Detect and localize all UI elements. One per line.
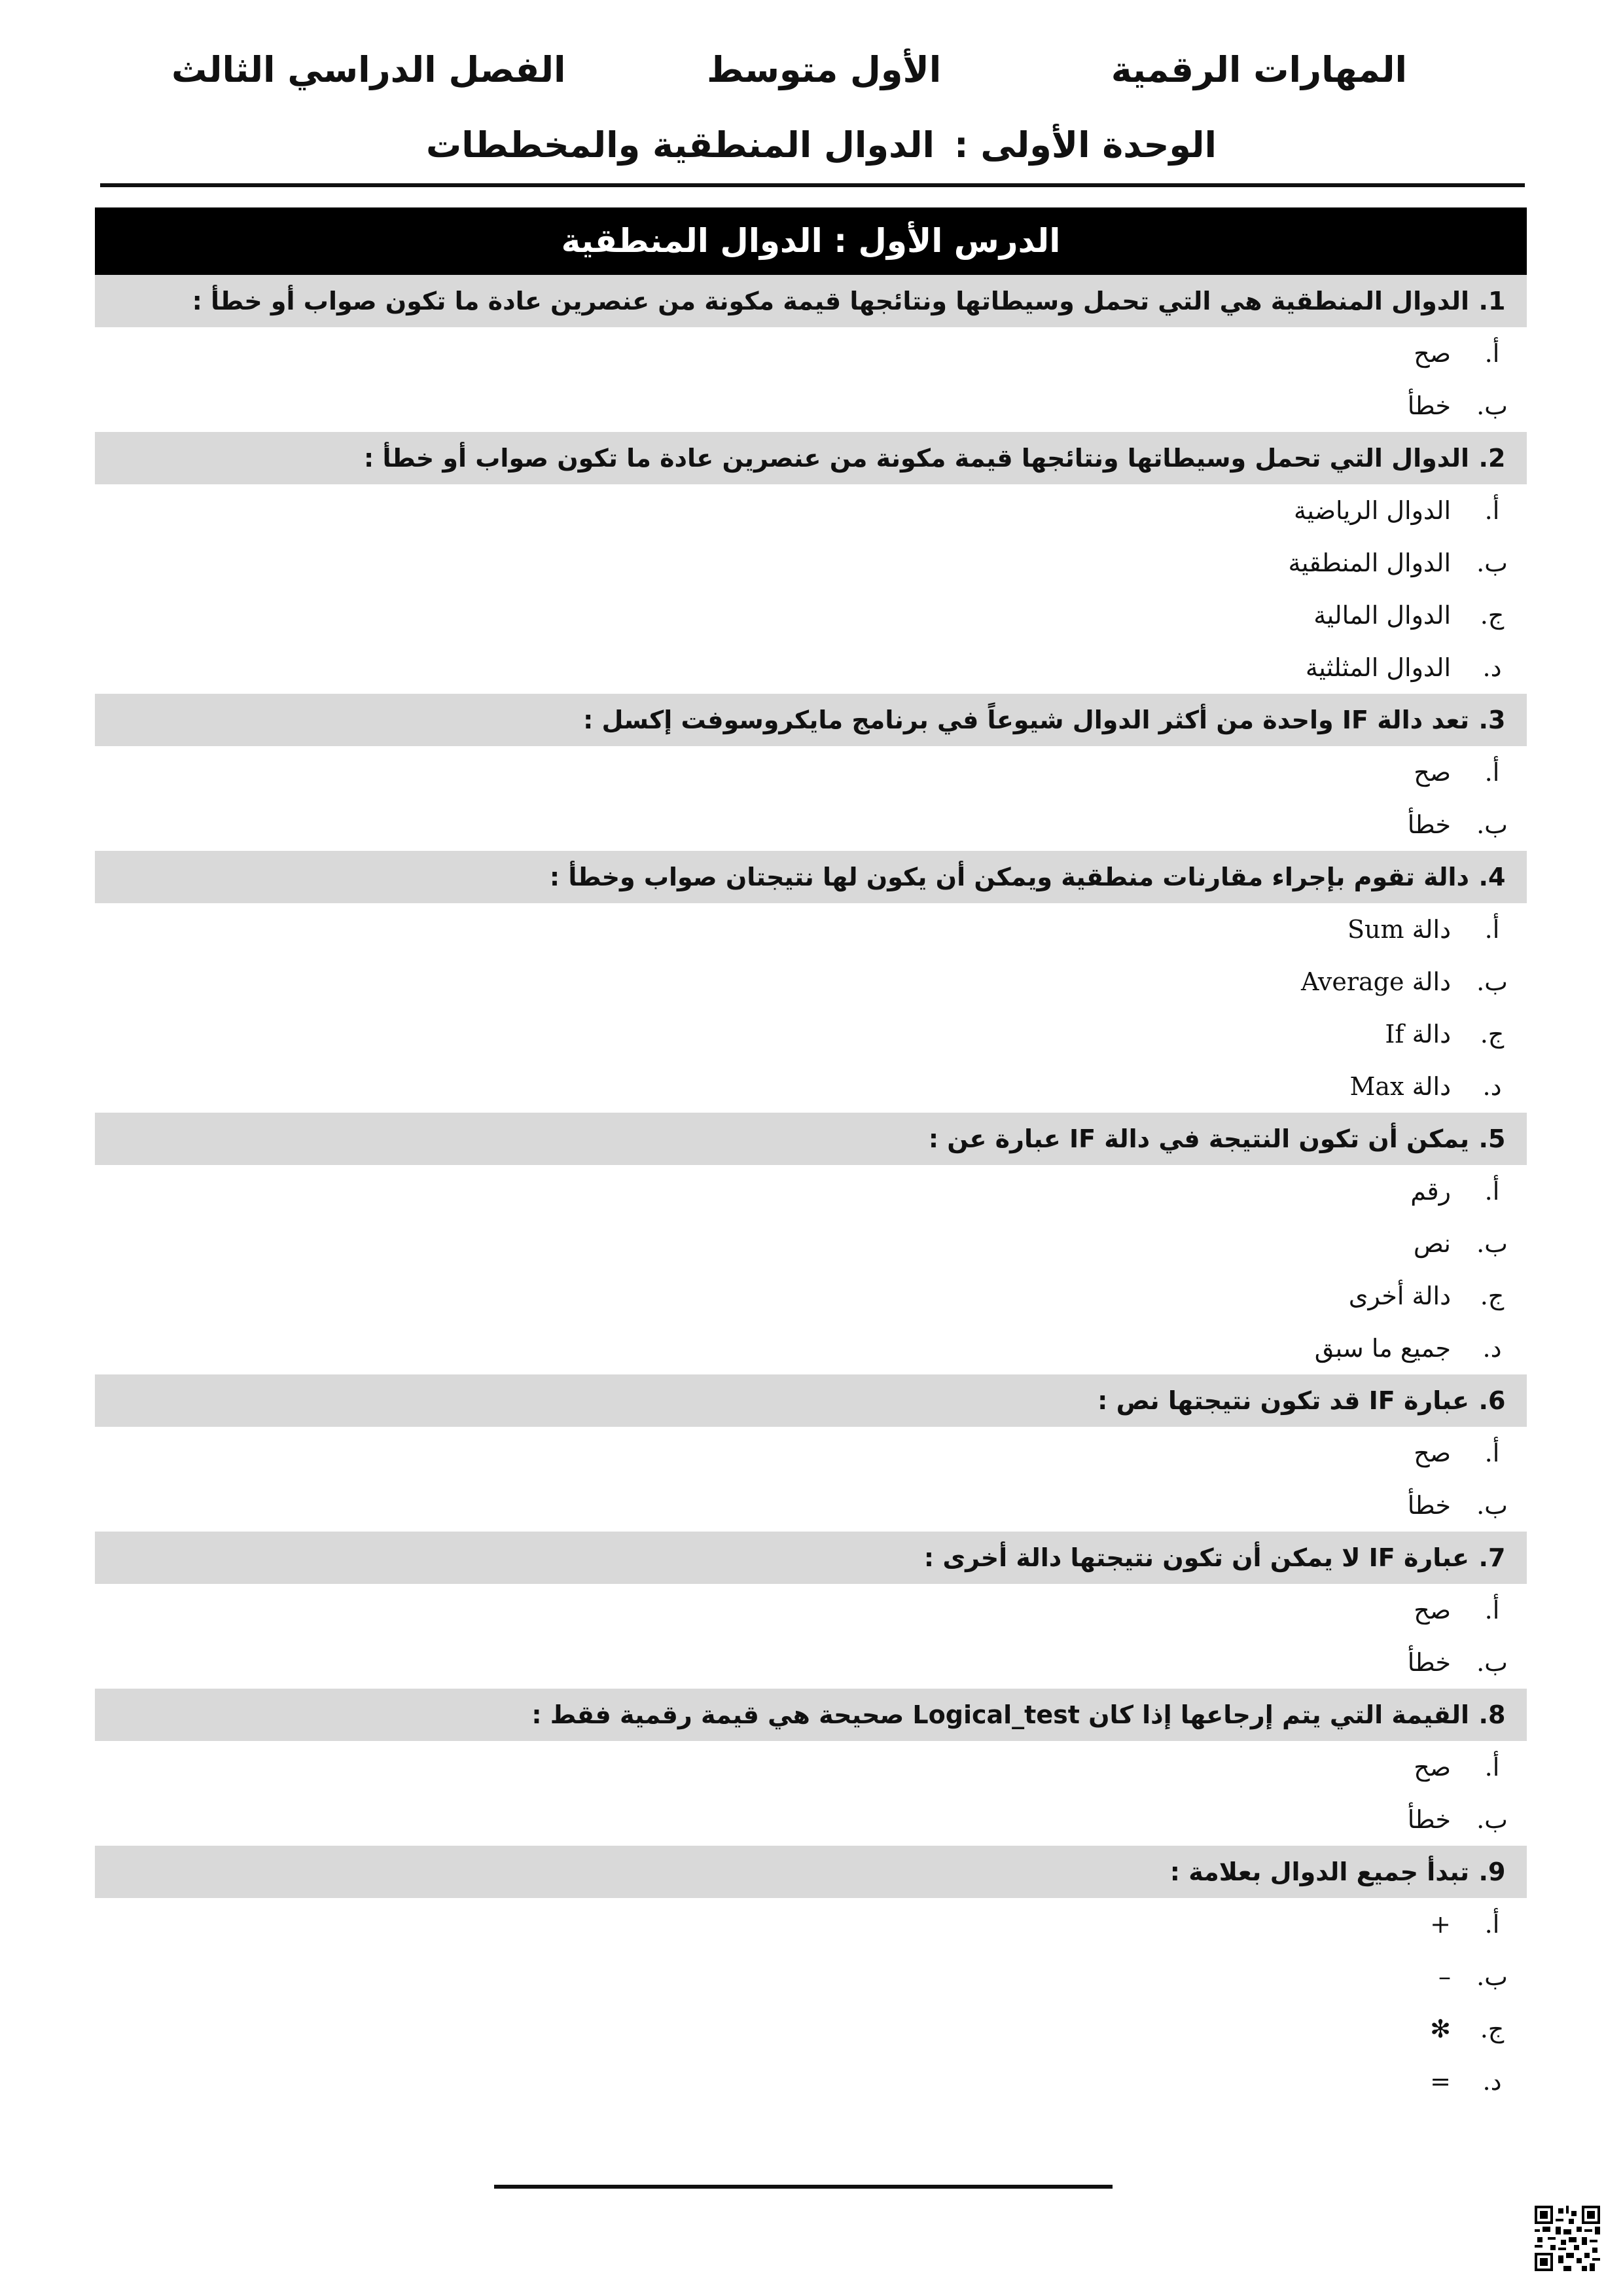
option-letter: ب. bbox=[1476, 1229, 1508, 1258]
option-b[interactable] bbox=[95, 537, 1527, 589]
question-number: 7. bbox=[1478, 1543, 1506, 1572]
header-divider bbox=[100, 183, 1525, 187]
option-a[interactable] bbox=[95, 746, 1527, 798]
option-b[interactable] bbox=[95, 380, 1527, 432]
question-number: 9. bbox=[1478, 1857, 1506, 1886]
option-letter: أ. bbox=[1484, 915, 1500, 944]
footer-divider bbox=[494, 2185, 1113, 2189]
option-b[interactable] bbox=[95, 1793, 1527, 1846]
option-c[interactable] bbox=[95, 2003, 1527, 2055]
question-number: 8. bbox=[1478, 1700, 1506, 1729]
option-letter: أ. bbox=[1484, 1596, 1500, 1624]
option-letter: أ. bbox=[1484, 496, 1500, 525]
option-text: الدوال المثلثية bbox=[1305, 653, 1451, 682]
question-text: دالة تقوم بإجراء مقارنات منطقية ويمكن أن يكون لها نتيجتان صواب وخطأ : bbox=[549, 863, 1469, 891]
option-text: الدوال المنطقية bbox=[1288, 548, 1451, 577]
option-text: خطأ bbox=[1407, 1805, 1451, 1834]
options-list bbox=[95, 903, 1527, 1113]
question-header bbox=[95, 1846, 1527, 1898]
option-letter: ب. bbox=[1476, 1962, 1508, 1991]
option-text: + bbox=[1430, 1910, 1451, 1939]
unit-title bbox=[0, 113, 1623, 178]
question-number: 5. bbox=[1478, 1124, 1506, 1153]
option-a[interactable] bbox=[95, 903, 1527, 956]
option-b[interactable] bbox=[95, 1636, 1527, 1689]
option-letter: أ. bbox=[1484, 1439, 1500, 1467]
option-b[interactable] bbox=[95, 956, 1527, 1008]
options-list bbox=[95, 327, 1527, 432]
option-text: = bbox=[1430, 2067, 1451, 2096]
option-a[interactable] bbox=[95, 484, 1527, 537]
option-text: صح bbox=[1414, 758, 1451, 787]
qr-code-icon bbox=[1535, 2206, 1600, 2271]
question-header bbox=[95, 1532, 1527, 1584]
question-text: عبارة IF لا يمكن أن تكون نتيجتها دالة أخرى : bbox=[923, 1543, 1469, 1572]
option-a[interactable] bbox=[95, 1741, 1527, 1793]
question-header bbox=[95, 432, 1527, 484]
option-a[interactable] bbox=[95, 1584, 1527, 1636]
option-c[interactable] bbox=[95, 589, 1527, 641]
option-a[interactable] bbox=[95, 1165, 1527, 1217]
option-letter: ب. bbox=[1476, 391, 1508, 420]
option-text: الدوال المالية bbox=[1313, 601, 1451, 630]
option-text: دالة Average bbox=[1300, 967, 1451, 996]
option-text: رقم bbox=[1410, 1177, 1451, 1206]
options-list bbox=[95, 746, 1527, 851]
option-letter: ج. bbox=[1480, 1020, 1505, 1049]
question-1 bbox=[95, 275, 1527, 432]
question-text: يمكن أن تكون النتيجة في دالة IF عبارة عن : bbox=[928, 1124, 1469, 1153]
options-list bbox=[95, 484, 1527, 694]
question-text: الدوال المنطقية هي التي تحمل وسيطاتها ونتائجها قيمة مكونة من عنصرين عادة ما تكون صواب أو خطأ : bbox=[192, 287, 1469, 315]
option-text: خطأ bbox=[1407, 810, 1451, 839]
option-b[interactable] bbox=[95, 1217, 1527, 1270]
option-letter: د. bbox=[1482, 1072, 1502, 1101]
options-list bbox=[95, 1584, 1527, 1689]
option-text: جميع ما سبق bbox=[1314, 1334, 1451, 1363]
option-letter: ج. bbox=[1480, 601, 1505, 630]
option-a[interactable] bbox=[95, 1898, 1527, 1950]
question-text: عبارة IF قد تكون نتيجتها نص : bbox=[1097, 1386, 1469, 1415]
option-letter: د. bbox=[1482, 2067, 1502, 2096]
question-6 bbox=[95, 1374, 1527, 1532]
option-letter: ب. bbox=[1476, 1648, 1508, 1677]
option-b[interactable] bbox=[95, 798, 1527, 851]
option-letter: ب. bbox=[1476, 548, 1508, 577]
option-text: دالة Sum bbox=[1347, 915, 1451, 944]
option-d[interactable] bbox=[95, 2055, 1527, 2108]
question-5 bbox=[95, 1113, 1527, 1374]
options-list bbox=[95, 1898, 1527, 2108]
option-letter: أ. bbox=[1484, 1753, 1500, 1782]
option-letter: أ. bbox=[1484, 1177, 1500, 1206]
question-2 bbox=[95, 432, 1527, 694]
question-3 bbox=[95, 694, 1527, 851]
unit-name: الدوال المنطقية والمخططات bbox=[425, 124, 935, 166]
question-number: 6. bbox=[1478, 1386, 1506, 1415]
question-4 bbox=[95, 851, 1527, 1113]
option-letter: ب. bbox=[1476, 1805, 1508, 1834]
option-letter: أ. bbox=[1484, 339, 1500, 368]
option-text: دالة If bbox=[1385, 1020, 1451, 1049]
option-text: نص bbox=[1413, 1229, 1451, 1258]
question-header bbox=[95, 275, 1527, 327]
option-text: صح bbox=[1414, 1439, 1451, 1467]
question-text: تعد دالة IF واحدة من أكثر الدوال شيوعاً في برنامج مايكروسوفت إكسل : bbox=[583, 706, 1469, 734]
question-header bbox=[95, 1374, 1527, 1427]
option-text: – bbox=[1438, 1962, 1451, 1991]
question-text: الدوال التي تحمل وسيطاتها ونتائجها قيمة مكونة من عنصرين عادة ما تكون صواب أو خطأ : bbox=[364, 444, 1469, 473]
grade-title: الأول متوسط bbox=[707, 49, 942, 90]
option-letter: ج. bbox=[1480, 1282, 1505, 1310]
question-header bbox=[95, 851, 1527, 903]
question-8 bbox=[95, 1689, 1527, 1846]
question-text: القيمة التي يتم إرجاعها إذا كان Logical_test صحيحة هي قيمة رقمية فقط : bbox=[531, 1700, 1469, 1729]
option-text: الدوال الرياضية bbox=[1293, 496, 1451, 525]
question-9 bbox=[95, 1846, 1527, 2108]
option-text: ✻ bbox=[1430, 2015, 1451, 2043]
option-text: صح bbox=[1414, 339, 1451, 368]
option-c[interactable] bbox=[95, 1270, 1527, 1322]
question-text: تبدأ جميع الدوال بعلامة : bbox=[1169, 1857, 1469, 1886]
option-b[interactable] bbox=[95, 1479, 1527, 1532]
question-list bbox=[95, 275, 1527, 2108]
option-letter: ب. bbox=[1476, 967, 1508, 996]
question-header bbox=[95, 1689, 1527, 1741]
option-text: خطأ bbox=[1407, 1648, 1451, 1677]
option-c[interactable] bbox=[95, 1008, 1527, 1060]
question-number: 4. bbox=[1478, 863, 1506, 891]
option-letter: د. bbox=[1482, 1334, 1502, 1363]
option-letter: أ. bbox=[1484, 1910, 1500, 1939]
option-text: صح bbox=[1414, 1596, 1451, 1624]
option-d[interactable] bbox=[95, 1060, 1527, 1113]
option-b[interactable] bbox=[95, 1950, 1527, 2003]
option-a[interactable] bbox=[95, 327, 1527, 380]
subject-title: المهارات الرقمية bbox=[1111, 49, 1407, 90]
option-letter: ب. bbox=[1476, 1491, 1508, 1520]
option-letter: ب. bbox=[1476, 810, 1508, 839]
option-letter: د. bbox=[1482, 653, 1502, 682]
option-text: دالة Max bbox=[1349, 1072, 1451, 1101]
options-list bbox=[95, 1165, 1527, 1374]
option-text: خطأ bbox=[1407, 391, 1451, 420]
options-list bbox=[95, 1427, 1527, 1532]
options-list bbox=[95, 1741, 1527, 1846]
question-number: 1. bbox=[1478, 287, 1506, 315]
option-letter: أ. bbox=[1484, 758, 1500, 787]
option-letter: ج. bbox=[1480, 2015, 1505, 2043]
option-text: خطأ bbox=[1407, 1491, 1451, 1520]
option-d[interactable] bbox=[95, 641, 1527, 694]
question-7 bbox=[95, 1532, 1527, 1689]
question-number: 3. bbox=[1478, 706, 1506, 734]
option-a[interactable] bbox=[95, 1427, 1527, 1479]
question-header bbox=[95, 694, 1527, 746]
question-number: 2. bbox=[1478, 444, 1506, 473]
term-title: الفصل الدراسي الثالث bbox=[171, 49, 566, 90]
option-text: صح bbox=[1414, 1753, 1451, 1782]
unit-label: الوحدة الأولى : bbox=[954, 124, 1217, 166]
option-text: دالة أخرى bbox=[1348, 1282, 1451, 1310]
lesson-title: الدرس الأول : الدوال المنطقية bbox=[95, 207, 1527, 275]
question-header bbox=[95, 1113, 1527, 1165]
option-d[interactable] bbox=[95, 1322, 1527, 1374]
